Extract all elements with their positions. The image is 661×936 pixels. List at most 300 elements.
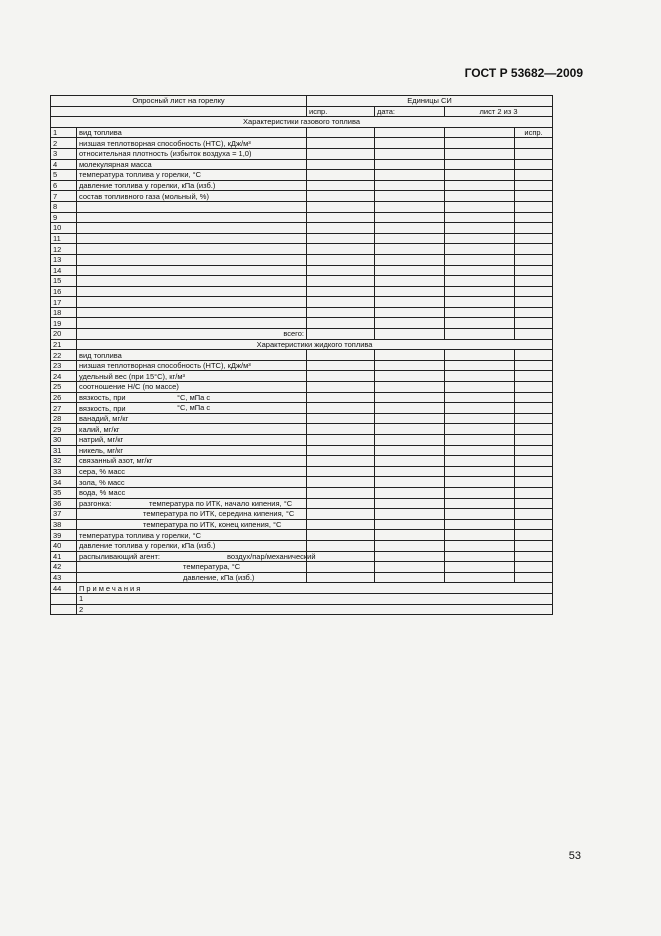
table-row [51, 350, 553, 361]
value-cell [375, 191, 445, 202]
row-label: давление топлива у горелки, кПа (изб.) [77, 180, 307, 191]
value-cell [375, 413, 445, 424]
row-number: 2 [51, 138, 77, 149]
row-label-text: вода, % масс [79, 488, 126, 498]
table-row [51, 530, 553, 541]
row-label-detail: температура по ИТК, середина кипения, °С [143, 509, 295, 519]
value-cell [307, 382, 375, 393]
row-label [77, 572, 307, 583]
row-label [77, 466, 307, 477]
row-label-text: ванадий, мг/кг [79, 414, 129, 424]
row-label-text: вязкость, при [79, 403, 126, 413]
ispr-cell [515, 350, 553, 361]
row-number: 20 [51, 329, 77, 340]
value-cell [307, 498, 375, 509]
ispr-cell [515, 276, 553, 287]
row-label: всего: [77, 329, 307, 340]
row-number: 1 [51, 127, 77, 138]
table-row [51, 456, 553, 467]
value-cell [307, 350, 375, 361]
value-cell [375, 223, 445, 234]
value-cell [375, 329, 445, 340]
ispr-cell [515, 435, 553, 446]
row-number: 30 [51, 435, 77, 446]
ispr-cell [515, 371, 553, 382]
row-label [77, 244, 307, 255]
value-cell [445, 254, 515, 265]
value-cell [445, 170, 515, 181]
ispr-cell [515, 159, 553, 170]
table-row [51, 212, 553, 223]
row-number: 21 [51, 339, 77, 350]
row-label [77, 307, 307, 318]
row-label: температура топлива у горелки, °С [77, 170, 307, 181]
row-label [77, 424, 307, 435]
row-number: 18 [51, 307, 77, 318]
row-label [77, 360, 307, 371]
value-cell [375, 382, 445, 393]
value-cell [375, 435, 445, 446]
ispr-cell [515, 466, 553, 477]
row-number: 12 [51, 244, 77, 255]
value-cell [307, 223, 375, 234]
value-cell [307, 456, 375, 467]
ispr-cell [515, 540, 553, 551]
value-cell [445, 233, 515, 244]
row-label [77, 350, 307, 361]
row-number: 40 [51, 540, 77, 551]
table-row [51, 509, 553, 520]
value-cell [375, 265, 445, 276]
liquid-section-title: Характеристики жидкого топлива [77, 339, 553, 350]
table-row [51, 540, 553, 551]
value-cell [445, 138, 515, 149]
value-cell [307, 180, 375, 191]
ispr-cell [515, 403, 553, 414]
row-label-text: натрий, мг/кг [79, 435, 124, 445]
value-cell [307, 212, 375, 223]
row-label [77, 392, 307, 403]
row-number: 29 [51, 424, 77, 435]
table-row [51, 519, 553, 530]
table-row [51, 254, 553, 265]
ispr-cell [515, 138, 553, 149]
value-cell [307, 244, 375, 255]
value-cell [445, 509, 515, 520]
value-cell [307, 201, 375, 212]
value-cell [307, 170, 375, 181]
row-number: 38 [51, 519, 77, 530]
table-row [51, 233, 553, 244]
value-cell [307, 297, 375, 308]
value-cell [445, 445, 515, 456]
note-row [51, 604, 553, 615]
notes-title: Примечания [77, 583, 553, 594]
table-row [51, 297, 553, 308]
row-number: 27 [51, 403, 77, 414]
row-number: 6 [51, 180, 77, 191]
table-row [51, 244, 553, 255]
row-label [77, 403, 307, 414]
row-label-text: вид топлива [79, 350, 122, 360]
value-cell [375, 254, 445, 265]
row-number: 41 [51, 551, 77, 562]
value-cell [445, 551, 515, 562]
ispr-cell [515, 572, 553, 583]
value-cell [375, 180, 445, 191]
table-row [51, 159, 553, 170]
row-label [77, 382, 307, 393]
note-number: 1 [77, 593, 553, 604]
value-cell [307, 138, 375, 149]
value-cell [445, 180, 515, 191]
table-row [51, 138, 553, 149]
note-number: 2 [77, 604, 553, 615]
row-number: 28 [51, 413, 77, 424]
value-cell [307, 562, 375, 573]
table-row [51, 180, 553, 191]
value-cell [307, 371, 375, 382]
ispr-cell: испр. [515, 127, 553, 138]
row-number: 32 [51, 456, 77, 467]
table-row [51, 318, 553, 329]
liquid-section-row [51, 339, 553, 350]
value-cell [375, 572, 445, 583]
row-label [77, 456, 307, 467]
ispr-cell [515, 509, 553, 520]
row-number: 9 [51, 212, 77, 223]
ispr-label: испр. [307, 106, 375, 117]
value-cell [445, 276, 515, 287]
value-cell [307, 466, 375, 477]
row-label-text: разгонка: [79, 498, 112, 508]
value-cell [445, 191, 515, 202]
row-label-detail: воздух/пар/механический [227, 551, 316, 561]
ispr-cell [515, 519, 553, 530]
row-label: молекулярная масса [77, 159, 307, 170]
table-row [51, 424, 553, 435]
ispr-cell [515, 307, 553, 318]
row-number: 43 [51, 572, 77, 583]
row-label [77, 519, 307, 530]
meta-row [51, 106, 553, 117]
row-label-detail: °С, мПа с [177, 392, 211, 402]
row-number: 3 [51, 148, 77, 159]
row-label-detail: температура по ИТК, начало кипения, °С [149, 498, 293, 508]
value-cell [375, 360, 445, 371]
row-label-text: калий, мг/кг [79, 424, 120, 434]
value-cell [307, 307, 375, 318]
row-number: 44 [51, 583, 77, 594]
value-cell [307, 127, 375, 138]
value-cell [375, 498, 445, 509]
value-cell [375, 148, 445, 159]
value-cell [445, 148, 515, 159]
row-number: 37 [51, 509, 77, 520]
value-cell [445, 223, 515, 234]
value-cell [445, 477, 515, 488]
value-cell [307, 276, 375, 287]
value-cell [307, 254, 375, 265]
ispr-cell [515, 392, 553, 403]
value-cell [307, 509, 375, 520]
ispr-cell [515, 212, 553, 223]
title-row [51, 96, 553, 107]
row-label-text: связанный азот, мг/кг [79, 456, 153, 466]
value-cell [445, 540, 515, 551]
value-cell [375, 307, 445, 318]
value-cell [445, 297, 515, 308]
row-number: 19 [51, 318, 77, 329]
row-number: 36 [51, 498, 77, 509]
ispr-cell [515, 424, 553, 435]
standard-header: ГОСТ Р 53682—2009 [464, 66, 583, 80]
table-row [51, 392, 553, 403]
ispr-cell [515, 530, 553, 541]
value-cell [307, 191, 375, 202]
ispr-cell [515, 413, 553, 424]
ispr-cell [515, 360, 553, 371]
value-cell [375, 233, 445, 244]
ispr-cell [515, 148, 553, 159]
row-label [77, 265, 307, 276]
row-number: 10 [51, 223, 77, 234]
row-label [77, 233, 307, 244]
notes-row [51, 583, 553, 594]
ispr-cell [515, 170, 553, 181]
row-number: 11 [51, 233, 77, 244]
value-cell [445, 530, 515, 541]
value-cell [307, 413, 375, 424]
table-row [51, 435, 553, 446]
value-cell [375, 562, 445, 573]
row-label-text: соотношение Н/С (по массе) [79, 382, 179, 392]
ispr-cell [515, 191, 553, 202]
row-number: 7 [51, 191, 77, 202]
value-cell [375, 445, 445, 456]
value-cell [445, 572, 515, 583]
value-cell [445, 127, 515, 138]
value-cell [375, 276, 445, 287]
value-cell [375, 530, 445, 541]
row-number: 22 [51, 350, 77, 361]
value-cell [445, 435, 515, 446]
row-label-detail: °С, мПа с [177, 403, 211, 413]
gas-section-title: Характеристики газового топлива [51, 117, 553, 128]
row-number: 4 [51, 159, 77, 170]
row-label [77, 487, 307, 498]
ispr-cell [515, 477, 553, 488]
row-label-text: вязкость, при [79, 392, 126, 402]
ispr-cell [515, 445, 553, 456]
row-label [77, 297, 307, 308]
row-label-detail: давление, кПа (изб.) [183, 572, 255, 582]
questionnaire-table [50, 95, 553, 615]
note-row [51, 593, 553, 604]
row-number: 26 [51, 392, 77, 403]
value-cell [307, 392, 375, 403]
row-label: состав топливного газа (мольный, %) [77, 191, 307, 202]
row-label-text: распыливающий агент: [79, 551, 161, 561]
table-row [51, 360, 553, 371]
page-number: 53 [568, 850, 581, 862]
table-row [51, 223, 553, 234]
value-cell [375, 477, 445, 488]
value-cell [445, 244, 515, 255]
ispr-cell [515, 487, 553, 498]
row-number: 31 [51, 445, 77, 456]
ispr-cell [515, 265, 553, 276]
value-cell [375, 318, 445, 329]
table-row [51, 201, 553, 212]
table-row [51, 477, 553, 488]
value-cell [375, 371, 445, 382]
table-row [51, 413, 553, 424]
value-cell [307, 540, 375, 551]
table-row [51, 191, 553, 202]
row-label [77, 276, 307, 287]
ispr-cell [515, 223, 553, 234]
row-label [77, 477, 307, 488]
value-cell [445, 487, 515, 498]
ispr-cell [515, 244, 553, 255]
value-cell [375, 403, 445, 414]
date-label: дата: [375, 106, 445, 117]
ispr-cell [515, 456, 553, 467]
value-cell [375, 138, 445, 149]
value-cell [307, 435, 375, 446]
row-label-text: зола, % масс [79, 477, 125, 487]
row-label-text: никель, мг/кг [79, 445, 124, 455]
table-row [51, 276, 553, 287]
value-cell [375, 350, 445, 361]
value-cell [445, 519, 515, 530]
value-cell [307, 572, 375, 583]
row-label-text: давление топлива у горелки, кПа (изб.) [79, 541, 216, 551]
ispr-cell [515, 382, 553, 393]
value-cell [445, 466, 515, 477]
value-cell [375, 170, 445, 181]
value-cell [375, 244, 445, 255]
row-label [77, 530, 307, 541]
ispr-cell [515, 286, 553, 297]
ispr-cell [515, 329, 553, 340]
value-cell [445, 498, 515, 509]
row-number: 16 [51, 286, 77, 297]
table-row [51, 562, 553, 573]
row-label [77, 445, 307, 456]
row-number: 33 [51, 466, 77, 477]
value-cell [307, 159, 375, 170]
sheet-label: лист 2 из 3 [445, 106, 553, 117]
value-cell [307, 519, 375, 530]
row-label [77, 223, 307, 234]
row-number: 39 [51, 530, 77, 541]
value-cell [445, 212, 515, 223]
table-row [51, 127, 553, 138]
value-cell [445, 456, 515, 467]
row-number: 15 [51, 276, 77, 287]
value-cell [375, 127, 445, 138]
table-row [51, 403, 553, 414]
value-cell [375, 286, 445, 297]
value-cell [375, 509, 445, 520]
value-cell [307, 318, 375, 329]
value-cell [375, 456, 445, 467]
row-number: 34 [51, 477, 77, 488]
table-row [51, 329, 553, 340]
row-label [77, 201, 307, 212]
value-cell [445, 562, 515, 573]
row-label [77, 254, 307, 265]
form-title: Опросный лист на горелку [51, 96, 307, 107]
value-cell [307, 530, 375, 541]
row-label [77, 371, 307, 382]
row-label [77, 509, 307, 520]
row-number: 13 [51, 254, 77, 265]
table-row [51, 371, 553, 382]
value-cell [307, 477, 375, 488]
value-cell [445, 307, 515, 318]
table-row [51, 498, 553, 509]
value-cell [445, 201, 515, 212]
value-cell [307, 286, 375, 297]
table-row [51, 307, 553, 318]
value-cell [375, 159, 445, 170]
value-cell [445, 413, 515, 424]
value-cell [445, 371, 515, 382]
table-row [51, 572, 553, 583]
value-cell [445, 360, 515, 371]
row-label [77, 435, 307, 446]
table-row [51, 466, 553, 477]
row-number: 14 [51, 265, 77, 276]
table-row [51, 551, 553, 562]
value-cell [375, 297, 445, 308]
value-cell [445, 392, 515, 403]
value-cell [445, 159, 515, 170]
row-label [77, 562, 307, 573]
row-number: 24 [51, 371, 77, 382]
row-number: 25 [51, 382, 77, 393]
table-row [51, 265, 553, 276]
row-label: относительная плотность (избыток воздуха = 1,0) [77, 148, 307, 159]
value-cell [307, 445, 375, 456]
row-label-detail: температура, °С [183, 562, 241, 572]
value-cell [445, 318, 515, 329]
ispr-cell [515, 551, 553, 562]
row-number: 17 [51, 297, 77, 308]
row-number: 42 [51, 562, 77, 573]
ispr-cell [515, 297, 553, 308]
row-label-text: удельный вес (при 15°С), кг/м³ [79, 371, 185, 381]
ispr-cell [515, 318, 553, 329]
ispr-cell [515, 233, 553, 244]
row-label-text: температура топлива у горелки, °С [79, 530, 202, 540]
row-number: 23 [51, 360, 77, 371]
row-number: 35 [51, 487, 77, 498]
ispr-cell [515, 562, 553, 573]
ispr-cell [515, 180, 553, 191]
value-cell [445, 424, 515, 435]
value-cell [307, 360, 375, 371]
value-cell [307, 551, 375, 562]
value-cell [307, 487, 375, 498]
value-cell [375, 212, 445, 223]
row-label [77, 551, 316, 562]
value-cell [445, 350, 515, 361]
row-label-detail: температура по ИТК, конец кипения, °С [143, 519, 282, 529]
